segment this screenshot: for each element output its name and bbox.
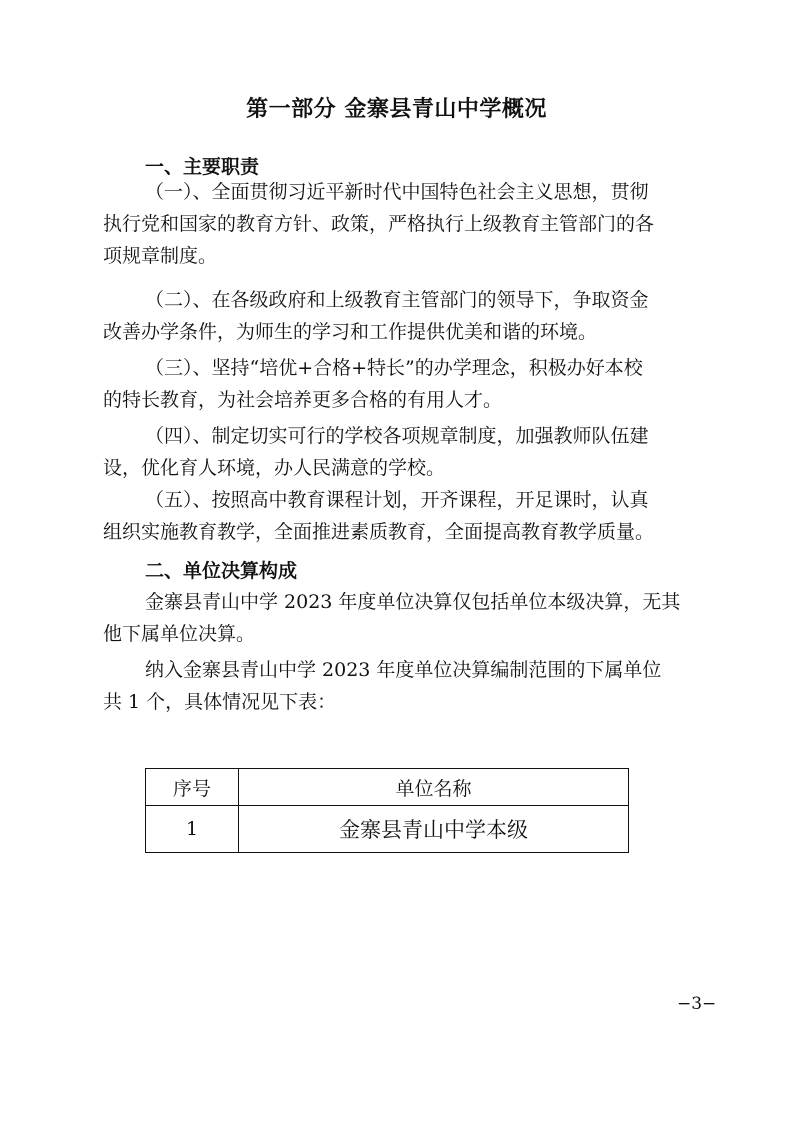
table-cell: 1 xyxy=(146,806,239,853)
text-line: 执行党和国家的教育方针、政策，严格执行上级教育主管部门的各 xyxy=(103,213,655,235)
text-line: 他下属单位决算。 xyxy=(103,623,256,645)
table-header-row xyxy=(146,769,629,806)
text-line: （三）、坚持“培优+合格+特长”的办学理念，积极办好本校 xyxy=(145,357,643,379)
paragraph-duty-4 xyxy=(103,420,703,484)
text-line: 设，优化育人环境，办人民满意的学校。 xyxy=(103,457,446,479)
text-line: 共 1 个，具体情况见下表： xyxy=(103,691,337,713)
units-table xyxy=(145,768,629,853)
paragraph-composition-2 xyxy=(103,654,703,718)
text-line: 项规章制度。 xyxy=(103,245,218,267)
text-line: 的特长教育，为社会培养更多合格的有用人才。 xyxy=(103,389,503,411)
section-heading-duties: 一、主要职责 xyxy=(145,156,260,178)
paragraph-duty-2 xyxy=(103,284,703,348)
text-line: 金寨县青山中学 2023 年度单位决算仅包括单位本级决算，无其 xyxy=(145,591,681,613)
text-line: （五）、按照高中教育课程计划，开齐课程，开足课时，认真 xyxy=(145,489,649,511)
table-header-cell: 单位名称 xyxy=(239,769,629,806)
text-line: （二）、在各级政府和上级教育主管部门的领导下，争取资金 xyxy=(145,289,649,311)
paragraph-duty-3 xyxy=(103,352,703,416)
paragraph-duty-5 xyxy=(103,484,703,548)
page-title: 第一部分 金寨县青山中学概况 xyxy=(246,96,547,122)
table-cell: 金寨县青山中学本级 xyxy=(239,806,629,853)
text-line: （四）、制定切实可行的学校各项规章制度，加强教师队伍建 xyxy=(145,425,649,447)
table-row xyxy=(146,806,629,853)
paragraph-duty-1 xyxy=(103,176,703,272)
text-line: 改善办学条件，为师生的学习和工作提供优美和谐的环境。 xyxy=(103,321,598,343)
page-number: −3− xyxy=(677,994,717,1014)
text-line: 组织实施教育教学，全面推进素质教育，全面提高教育教学质量。 xyxy=(103,521,655,543)
text-line: （一）、全面贯彻习近平新时代中国特色社会主义思想，贯彻 xyxy=(145,181,649,203)
paragraph-composition-1 xyxy=(103,586,703,650)
table-header-cell: 序号 xyxy=(146,769,239,806)
text-line: 纳入金寨县青山中学 2023 年度单位决算编制范围的下属单位 xyxy=(145,659,662,681)
section-heading-composition: 二、单位决算构成 xyxy=(145,560,298,582)
